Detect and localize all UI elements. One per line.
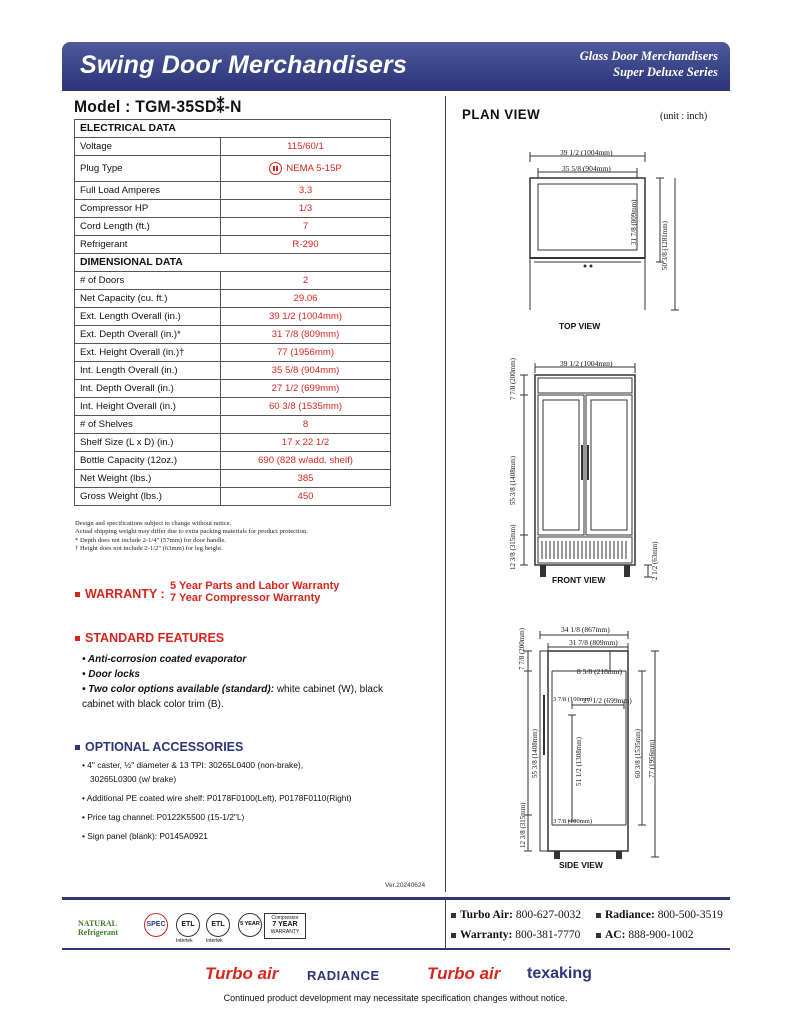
accessory-item: • Sign panel (blank): P0145A0921 xyxy=(82,831,208,841)
intertek-label: Intertek xyxy=(176,938,193,944)
warranty-lines xyxy=(170,580,339,604)
spec-value: R-290 xyxy=(221,236,391,254)
badge-line: 7 YEAR xyxy=(272,921,298,928)
radiance-logo: RADIANCE xyxy=(307,968,380,983)
badge-line: WARRANTY xyxy=(270,929,300,935)
spec-label: Plug Type xyxy=(75,156,221,182)
section-heading: ELECTRICAL DATA xyxy=(75,120,391,138)
table-row xyxy=(75,452,391,470)
etl-logo: ETL xyxy=(176,913,200,937)
brand-logos xyxy=(205,965,625,987)
spec-label: Int. Length Overall (in.) xyxy=(75,362,221,380)
model-number: Model : TGM-35SD⁑-N xyxy=(74,97,242,116)
table-row xyxy=(75,200,391,218)
spec-logo: SPEC xyxy=(144,913,168,937)
warranty-heading-text: WARRANTY : xyxy=(85,587,165,601)
table-row xyxy=(75,138,391,156)
table-row xyxy=(75,218,391,236)
top-view-caption: TOP VIEW xyxy=(559,321,601,331)
header-banner xyxy=(62,42,730,88)
contact-label: Warranty: xyxy=(460,929,513,941)
contact-label: Radiance: xyxy=(605,909,655,921)
spec-value xyxy=(221,156,391,182)
accessory-item: • Price tag channel: P0122K5500 (15-1/2"L) xyxy=(82,812,245,822)
subtitle-line1: Glass Door Merchandisers xyxy=(579,49,718,63)
table-row xyxy=(75,398,391,416)
dim-label: 2 1/2 (63mm) xyxy=(651,541,659,580)
footnote: Actual shipping weight may differ due to extra packing materials for product protection. xyxy=(75,528,308,536)
spec-label: Bottle Capacity (12oz.) xyxy=(75,452,221,470)
spec-label: Cord Length (ft.) xyxy=(75,218,221,236)
texaking-logo: texaking xyxy=(527,965,592,982)
front-view-caption: FRONT VIEW xyxy=(552,575,606,585)
contact-ac xyxy=(596,929,694,941)
feature-item-emphasis: • Two color options available (standard): xyxy=(82,684,275,695)
dim-label: 39 1/2 (1004mm) xyxy=(560,148,613,157)
feature-item-detail: white cabinet (W), black cabinet with black color trim (B). xyxy=(82,684,383,710)
badge-line: Compressor xyxy=(271,915,299,921)
dim-label: 77 (1956mm) xyxy=(648,739,656,778)
accessory-item: • Additional PE coated wire shelf: P0178F0100(Left), P0178F0110(Right) xyxy=(82,793,352,803)
spec-value: 690 (828 w/add. shelf) xyxy=(221,452,391,470)
dim-label: 55 3/8 (1408mm) xyxy=(531,729,539,778)
seven-year-compressor-badge xyxy=(264,913,306,939)
contact-value: 800-381-7770 xyxy=(515,929,581,941)
bullet-square-icon xyxy=(451,913,456,918)
table-row xyxy=(75,182,391,200)
footer-divider xyxy=(445,900,446,948)
table-row xyxy=(75,470,391,488)
side-view-caption: SIDE VIEW xyxy=(559,860,603,870)
contact-warranty xyxy=(451,929,580,941)
spec-value: 8 xyxy=(221,416,391,434)
intertek-label: Intertek xyxy=(206,938,223,944)
spec-label: Net Weight (lbs.) xyxy=(75,470,221,488)
certification-logos xyxy=(76,905,416,945)
page-title: Swing Door Merchandisers xyxy=(80,51,408,79)
spec-value: 1/3 xyxy=(221,200,391,218)
contact-value: 800-500-3519 xyxy=(657,909,723,921)
feature-item: • Anti-corrosion coated evaporator xyxy=(82,654,247,665)
spec-value: 35 5/8 (904mm) xyxy=(221,362,391,380)
spec-label: Full Load Amperes xyxy=(75,182,221,200)
five-year-badge: 5 YEAR xyxy=(238,913,262,937)
table-row xyxy=(75,254,391,272)
spec-label: Ext. Height Overall (in.)† xyxy=(75,344,221,362)
footnotes xyxy=(75,520,308,554)
standard-features-heading xyxy=(75,631,224,645)
turbo-air-logo: Turbo air xyxy=(205,964,279,983)
disclaimer: Continued product development may necessitate specification changes without notice. xyxy=(223,993,568,1003)
warranty-line: 7 Year Compressor Warranty xyxy=(170,592,321,604)
plan-view-title: PLAN VIEW xyxy=(462,106,541,122)
footnote: † Height does not include 2-1/2" (63mm) for leg height. xyxy=(75,545,223,553)
bullet-square-icon xyxy=(75,745,80,750)
footnote: Design and specifications subject to change without notice. xyxy=(75,520,232,527)
spec-label: Voltage xyxy=(75,138,221,156)
spec-value: 39 1/2 (1004mm) xyxy=(221,308,391,326)
contact-radiance xyxy=(596,909,723,921)
feature-item xyxy=(82,682,412,712)
optional-accessories-heading-text: OPTIONAL ACCESSORIES xyxy=(85,740,244,754)
table-row xyxy=(75,236,391,254)
dim-label: 34 1/8 (867mm) xyxy=(561,625,610,634)
standard-features-heading-text: STANDARD FEATURES xyxy=(85,631,225,645)
bullet-square-icon xyxy=(596,913,601,918)
dim-label: 31 7/8 (809mm) xyxy=(569,638,618,647)
dim-label: 51 1/2 (1308mm) xyxy=(575,737,583,786)
dim-label: 12 3/8 (315mm) xyxy=(509,524,517,570)
spec-label: # of Doors xyxy=(75,272,221,290)
spec-value: 3.3 xyxy=(221,182,391,200)
spec-table xyxy=(74,119,391,506)
table-row xyxy=(75,488,391,506)
dim-label: 12 3/8 (315mm) xyxy=(519,802,527,848)
table-row xyxy=(75,434,391,452)
table-row xyxy=(75,290,391,308)
plug-icon xyxy=(269,162,282,175)
plug-type-value: NEMA 5-15P xyxy=(286,163,342,175)
contact-value: 800-627-0032 xyxy=(515,909,581,921)
spec-value: 29.06 xyxy=(221,290,391,308)
table-row xyxy=(75,380,391,398)
spec-label: Int. Depth Overall (in.) xyxy=(75,380,221,398)
spec-label: Shelf Size (L x D) (in.) xyxy=(75,434,221,452)
warranty-line: 5 Year Parts and Labor Warranty xyxy=(170,580,340,592)
bullet-square-icon xyxy=(75,592,80,597)
unit-label: (unit : inch) xyxy=(660,111,708,122)
version-label: Ver.20240624 xyxy=(385,882,426,889)
spec-label: Net Capacity (cu. ft.) xyxy=(75,290,221,308)
spec-label: Compressor HP xyxy=(75,200,221,218)
spec-label: Refrigerant xyxy=(75,236,221,254)
natural-logo-line1: NATURAL xyxy=(78,919,117,928)
spec-label: # of Shelves xyxy=(75,416,221,434)
bullet-square-icon xyxy=(75,636,80,641)
table-row xyxy=(75,362,391,380)
accessory-item: 30265L0300 (w/ brake) xyxy=(90,774,177,784)
dim-label: 35 5/8 (904mm) xyxy=(562,164,611,173)
natural-logo-line2: Refrigerant xyxy=(78,928,118,937)
spec-value: 7 xyxy=(221,218,391,236)
header-rule xyxy=(62,88,730,91)
table-row xyxy=(75,326,391,344)
spec-label: Gross Weight (lbs.) xyxy=(75,488,221,506)
spec-label: Ext. Length Overall (in.) xyxy=(75,308,221,326)
section-heading: DIMENSIONAL DATA xyxy=(75,254,391,272)
table-row xyxy=(75,416,391,434)
warranty-heading xyxy=(75,587,165,601)
table-row xyxy=(75,120,391,138)
spec-value: 31 7/8 (809mm) xyxy=(221,326,391,344)
dim-label: 31 7/8 (809mm) xyxy=(630,199,638,245)
natural-refrigerant-logo xyxy=(78,919,118,937)
turbo-air-logo: Turbo air xyxy=(427,964,501,983)
contact-value: 888-900-1002 xyxy=(628,929,694,941)
dim-label: 27 1/2 (699mm) xyxy=(583,696,632,705)
optional-accessories-heading xyxy=(75,740,243,754)
contact-label: AC: xyxy=(605,929,626,941)
table-row xyxy=(75,272,391,290)
spec-value: 450 xyxy=(221,488,391,506)
dim-label: 8 5/8 (218mm) xyxy=(577,667,622,676)
feature-item: • Door locks xyxy=(82,669,140,680)
bullet-square-icon xyxy=(596,933,601,938)
spec-value: 27 1/2 (699mm) xyxy=(221,380,391,398)
spec-value: 115/60/1 xyxy=(221,138,391,156)
accessory-item: • 4" caster, ½" diameter & 13 TPI: 30265L0400 (non-brake), xyxy=(82,760,304,770)
column-divider xyxy=(445,96,446,892)
standard-features-list xyxy=(82,652,412,712)
dim-label: 3 7/8 (100mm) xyxy=(553,818,592,825)
series-subtitle xyxy=(580,48,718,80)
footnote: * Depth does not include 2-1/4" (57mm) for door handle. xyxy=(75,536,227,544)
etl-sanitation-logo: ETL xyxy=(206,913,230,937)
table-row xyxy=(75,308,391,326)
dim-label: 7 7/8 (200mm) xyxy=(509,358,517,400)
spec-label: Int. Height Overall (in.) xyxy=(75,398,221,416)
bullet-square-icon xyxy=(451,933,456,938)
dim-label: 50 3/8 (1281mm) xyxy=(661,221,669,270)
dim-label: 3 7/8 (100mm) xyxy=(553,696,592,703)
subtitle-line2: Super Deluxe Series xyxy=(613,65,718,79)
dim-label: 55 3/8 (1408mm) xyxy=(509,456,517,505)
dim-label: 7 7/8 (200mm) xyxy=(518,628,526,670)
contact-turbo-air xyxy=(451,909,581,921)
optional-accessories-list xyxy=(82,759,422,842)
spec-value: 77 (1956mm) xyxy=(221,344,391,362)
dim-label: 39 1/2 (1004mm) xyxy=(560,359,613,368)
contact-label: Turbo Air: xyxy=(460,909,513,921)
spec-value: 17 x 22 1/2 xyxy=(221,434,391,452)
dim-label: 60 3/8 (1535mm) xyxy=(634,729,642,778)
spec-value: 2 xyxy=(221,272,391,290)
spec-label: Ext. Depth Overall (in.)* xyxy=(75,326,221,344)
table-row xyxy=(75,344,391,362)
spec-value: 385 xyxy=(221,470,391,488)
table-row xyxy=(75,156,391,182)
spec-value: 60 3/8 (1535mm) xyxy=(221,398,391,416)
